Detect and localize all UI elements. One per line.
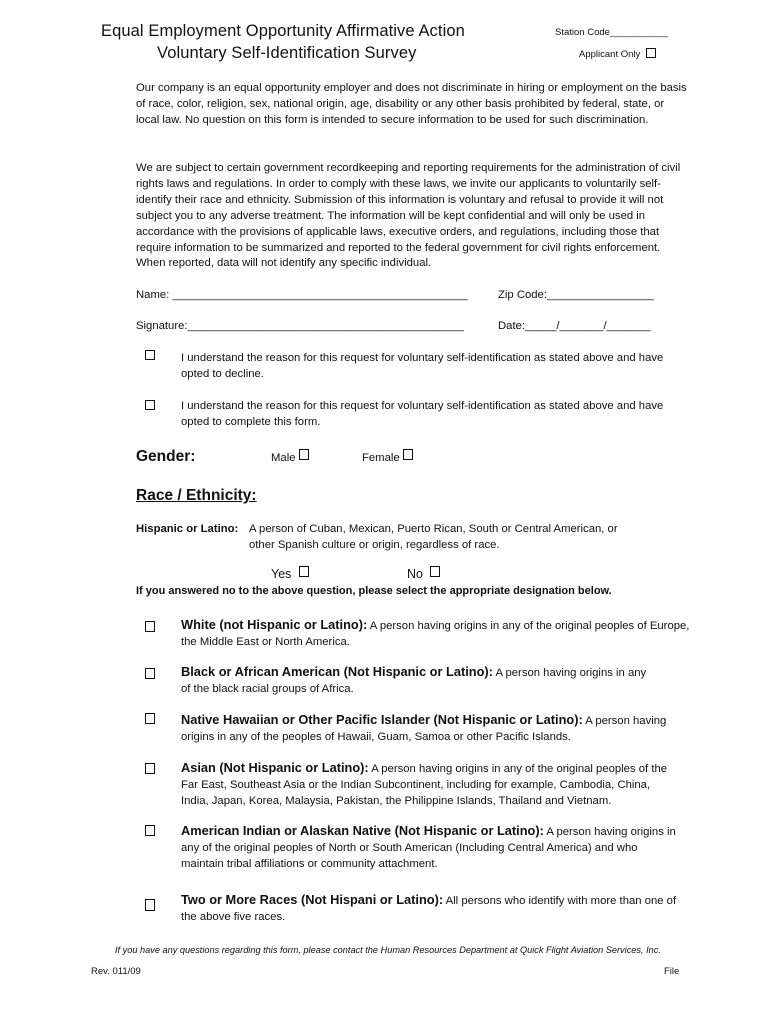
- hispanic-description-line-2: other Spanish culture or origin, regardless of race.: [249, 539, 500, 551]
- race-option-desc: All persons who identify with more than one of the above five races.: [181, 895, 677, 923]
- race-option-title: American Indian or Alaskan Native (Not Hispanic or Latino):: [181, 823, 544, 838]
- decline-statement: I understand the reason for this request for voluntary self-identification as stated above and have opted to decline.: [181, 352, 664, 380]
- applicant-only-checkbox[interactable]: [646, 48, 656, 58]
- intro-paragraph-1: Our company is an equal opportunity employer and does not discriminate in hiring or employment on the basis of race, color, religion, sex, national origin, age, disability or any other basis prohibited by federal, state, or local law. No question on this form is intended to secure information to be used for such discrimination.: [136, 82, 687, 126]
- zip-code-field[interactable]: Zip Code:_________________: [498, 289, 654, 301]
- file-label: File: [664, 966, 680, 977]
- race-option-title: Two or More Races (Not Hispani or Latino):: [181, 892, 444, 907]
- complete-checkbox[interactable]: [145, 400, 155, 410]
- name-field[interactable]: Name: _______________________________________________: [136, 289, 468, 301]
- american-indian-checkbox[interactable]: [145, 825, 155, 836]
- male-checkbox[interactable]: [299, 449, 309, 460]
- hispanic-no-checkbox[interactable]: [430, 566, 440, 577]
- race-option-two-or-more: [181, 892, 681, 925]
- race-option-title: Black or African American (Not Hispanic or Latino):: [181, 664, 493, 679]
- race-heading: Race / Ethnicity:: [136, 487, 257, 504]
- date-field[interactable]: Date:_____/_______/_______: [498, 320, 651, 332]
- hispanic-yes-checkbox[interactable]: [299, 566, 309, 577]
- race-instruction: If you answered no to the above question, please select the appropriate designation below.: [136, 585, 612, 597]
- complete-statement: I understand the reason for this request for voluntary self-identification as stated above and have opted to complete this form.: [181, 400, 664, 428]
- race-option-white: [181, 617, 691, 650]
- gender-heading: Gender:: [136, 448, 196, 465]
- no-label: No: [407, 567, 423, 581]
- hispanic-label: Hispanic or Latino:: [136, 523, 239, 535]
- pacific-islander-checkbox[interactable]: [145, 713, 155, 724]
- station-code-field[interactable]: Station Code___________: [555, 27, 669, 38]
- white-checkbox[interactable]: [145, 621, 155, 632]
- revision-label: Rev. 011/09: [91, 966, 141, 977]
- form-subtitle: Voluntary Self-Identification Survey: [157, 44, 417, 62]
- race-option-desc: A person having origins in any of the original peoples of Europe, the Middle East or North America.: [181, 620, 690, 648]
- race-option-desc: A person having origins in any of the original peoples of the Far East, Southeast Asia or the Indian Subcontinent, including for example, Cambodia, China, India, Japan, Korea, Malaysia, Pakistan, the Philippine Islands, Thailand and Vietnam.: [181, 763, 668, 807]
- yes-label: Yes: [271, 567, 292, 581]
- decline-checkbox[interactable]: [145, 350, 155, 360]
- race-option-title: Native Hawaiian or Other Pacific Islander (Not Hispanic or Latino):: [181, 712, 583, 727]
- race-option-title: White (not Hispanic or Latino):: [181, 617, 368, 632]
- signature-field[interactable]: Signature:____________________________________________: [136, 320, 464, 332]
- race-option-pacific-islander: [181, 712, 671, 745]
- applicant-only-label: Applicant Only: [579, 49, 641, 60]
- race-option-american-indian: [181, 823, 681, 872]
- intro-paragraph-2: We are subject to certain government recordkeeping and reporting requirements for the administration of civil rights laws and regulations. In order to comply with these laws, we invite our applicants to voluntarily self-identify their race and ethnicity. Submission of this information is voluntary and refusal to provide it will not subject you to any adverse treatment. The information will be kept confidential and will only be used in accordance with the provisions of applicable laws, executive orders, and regulations, including those that require information to be summarized and reported to the federal government for civil rights enforcement. When reported, data will not identify any specific individual.: [136, 162, 681, 270]
- race-option-asian: [181, 760, 679, 809]
- female-label: Female: [362, 452, 400, 464]
- race-option-desc: A person having origins in any of the black racial groups of Africa.: [181, 667, 647, 695]
- asian-checkbox[interactable]: [145, 763, 155, 774]
- race-option-black: [181, 664, 651, 697]
- hispanic-description-line-1: A person of Cuban, Mexican, Puerto Rican, South or Central American, or: [249, 523, 618, 535]
- black-checkbox[interactable]: [145, 668, 155, 679]
- race-option-desc: A person having origins in any of the peoples of Hawaii, Guam, Samoa or other Pacific Islands.: [181, 715, 667, 743]
- contact-note: If you have any questions regarding this form, please contact the Human Resources Department at Quick Flight Aviation Services, Inc.: [115, 945, 661, 955]
- two-or-more-checkbox[interactable]: [145, 899, 155, 911]
- female-checkbox[interactable]: [403, 449, 413, 460]
- form-title: Equal Employment Opportunity Affirmative Action: [101, 22, 465, 40]
- race-option-title: Asian (Not Hispanic or Latino):: [181, 760, 369, 775]
- male-label: Male: [271, 452, 296, 464]
- race-option-desc: A person having origins in any of the original peoples of North or South American (Including Central America) and who maintain tribal affiliations or community attachment.: [181, 826, 676, 870]
